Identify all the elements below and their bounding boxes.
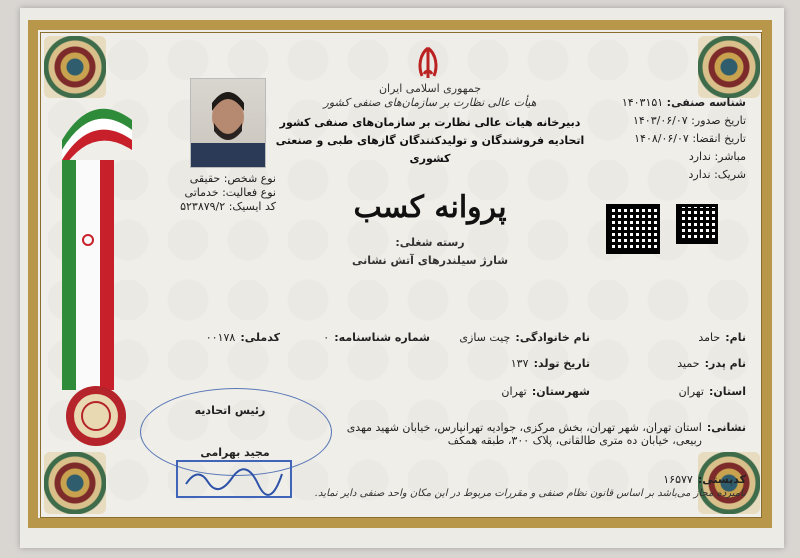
corner-ornament [44, 36, 106, 98]
corner-ornament [44, 452, 106, 514]
address-row: نشانی: استان تهران، شهر تهران، بخش مرکزی، جواديه تهرانپارس، خيابان شهيد مهدی [346, 421, 746, 434]
union-stamp [176, 460, 292, 498]
guild-label: رسته شغلی: [395, 236, 465, 249]
city-row: شهرستان: تهران [501, 385, 590, 398]
direct-row: مباشر: ندارد [688, 150, 746, 163]
activity-type-row: نوع فعالیت: خدماتی [184, 186, 276, 199]
footer-note: نامبرده مجاز می‌باشد بر اساس قانون نظام صنفی و مقررات مربوط در این مکان واحد صنفی دایر نماید. [314, 488, 746, 499]
person-type-row: نوع شخص: حقیقی [189, 172, 276, 185]
issue-date-row: تاریخ صدور: ۱۴۰۳/۰۶/۰۷ [632, 114, 746, 127]
header-line-5: کشوری [409, 152, 451, 165]
chair-title: رئیس اتحادیه [194, 404, 266, 417]
birth-row: تاریخ تولد: ۱۳۷ [510, 357, 590, 370]
family-row: نام خانوادگی: چیت سازی [459, 331, 590, 344]
father-row: نام پدر: حمید [677, 357, 746, 370]
postal-row: کدپستی: ۱۶۵۷۷ [663, 473, 746, 486]
name-row: نام: حامد [698, 331, 746, 344]
certificate-title: پروانه کسب [353, 190, 507, 225]
header-line-3: دبیرخانه هیات عالی نظارت بر سازمان‌های صنفی کشور [279, 116, 581, 129]
header-line-1: جمهوری اسلامی ایران [378, 82, 482, 95]
flag-ribbon-icon [62, 100, 132, 400]
qr-code-small[interactable] [676, 204, 718, 244]
expire-date-row: تاریخ انقضا: ۱۴۰۸/۰۶/۰۷ [634, 132, 746, 145]
partner-row: شریک: ندارد [688, 168, 746, 181]
signature-icon [178, 462, 290, 496]
person-silhouette-icon [191, 79, 265, 167]
address-line-2: ربیعی، خیابان ده متری طالقانی، پلاک ۳۰۰، طبقه همکف [447, 434, 702, 447]
province-row: استان: تهران [678, 385, 746, 398]
chair-name: مجید بهرامی [200, 446, 270, 459]
applicant-photo [190, 78, 266, 168]
guild-id-row: شناسه صنفی: ۱۴۰۳۱۵۱ [621, 96, 746, 109]
iran-emblem-icon [408, 44, 448, 80]
header-line-2: هیأت عالی نظارت بر سازمان‌های صنفی کشور [323, 96, 537, 109]
id-number-row: شماره شناسنامه: ۰ [323, 331, 430, 344]
isic-row: کد ایسیک: ۵۲۳۸۷۹/۲ [180, 200, 276, 213]
national-code-row: کدملی: ۰۰۱۷۸ [205, 331, 280, 344]
header-line-4: اتحادیه فروشندگان و تولیدکنندگان گازهای طبی و صنعتی [275, 134, 585, 147]
corner-ornament [698, 36, 760, 98]
guild-value: شارژ سیلندرهای آتش نشانی [351, 254, 509, 267]
ministry-seal-icon [64, 384, 128, 448]
qr-code[interactable] [606, 204, 660, 254]
